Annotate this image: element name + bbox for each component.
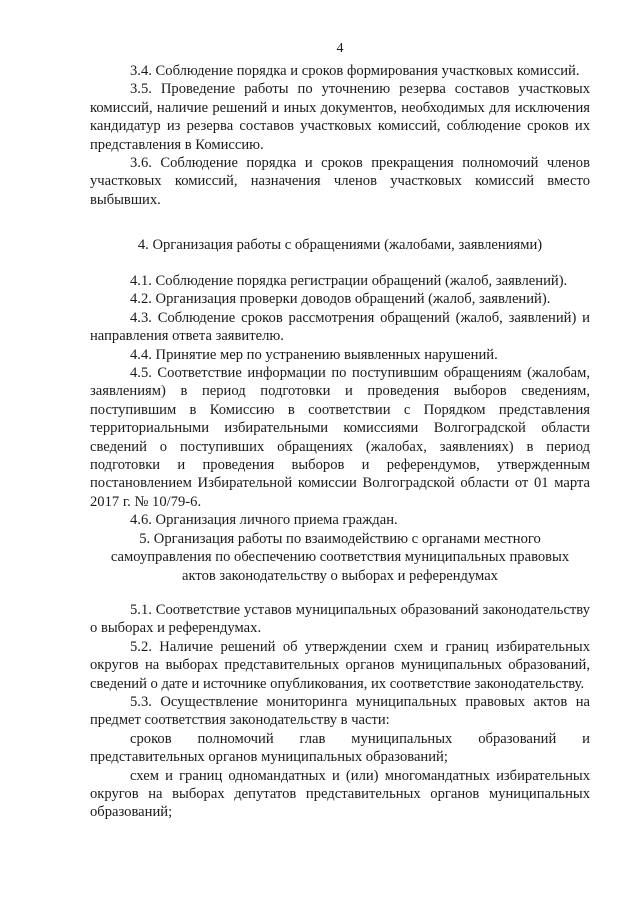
paragraph-5-3: 5.3. Осуществление мониторинга муниципальных правовых актов на предмет соответствия законодательству в части:	[90, 694, 590, 729]
section-5-title-block	[90, 530, 590, 585]
paragraph-5-1: 5.1. Соответствие уставов муниципальных образований законодательству о выборах и референдумах.	[90, 602, 590, 637]
paragraph-3-4: 3.4. Соблюдение порядка и сроков формирования участковых комиссий.	[130, 63, 580, 79]
section-5-title-line-1: 5. Организация работы по взаимодействию с органами местного	[139, 531, 541, 547]
section-4-title-block	[90, 236, 590, 254]
section-5-title-line-2: самоуправления по обеспечению соответствия муниципальных правовых	[110, 549, 570, 566]
paragraph-4-5: 4.5. Соответствие информации по поступившим обращениям (жалобам, заявлениям) в период подготовки и проведения выборов сведениям, поступившим в Комиссию в соответствии с Порядком представления территориальными избирательными комиссиями Волгоградской области сведений о поступивших обращениях (жалобах, заявлениях) в период подготовки и проведения выборов и референдумов, утвержденным постановлением Избирательной комиссии Волгоградской области от 01 марта 2017 г. № 10/79-6.	[90, 365, 590, 510]
page-number: 4	[336, 41, 344, 56]
paragraph-4-4: 4.4. Принятие мер по устранению выявленных нарушений.	[130, 346, 498, 363]
section-4-title: 4. Организация работы с обращениями (жалобами, заявлениями)	[137, 237, 543, 253]
list-item-district-schemes: схем и границ одномандатных и (или) многомандатных избирательных округов на выборах депутатов представительных органов муниципальных образований;	[90, 767, 590, 821]
paragraph-4-6: 4.6. Организация личного приема граждан.	[130, 512, 398, 529]
paragraph-4-3: 4.3. Соблюдение сроков рассмотрения обращений (жалоб, заявлений) и направления ответа заявителю.	[90, 309, 590, 345]
section-5-block	[90, 601, 590, 822]
paragraph-5-2: 5.2. Наличие решений об утверждении схем и границ избирательных округов на выборах представительных органов муниципальных образований, сведений о дате и источнике опубликования, их соответствие законодательству.	[90, 638, 590, 692]
section-4-block	[90, 272, 590, 530]
section-3-block	[90, 62, 590, 209]
list-item-term-of-office: сроков полномочий глав муниципальных образований и представительных органов муниципальных образований;	[90, 730, 590, 766]
paragraph-3-6: 3.6. Соблюдение порядка и сроков прекращения полномочий членов участковых комиссий, назначения членов участковых комиссий вместо выбывших.	[90, 155, 590, 208]
paragraph-4-1: 4.1. Соблюдение порядка регистрации обращений (жалоб, заявлений).	[130, 273, 568, 289]
section-5-title-line-3: актов законодательству о выборах и референдумах	[182, 567, 498, 584]
paragraph-3-5: 3.5. Проведение работы по уточнению резерва составов участковых комиссий, наличие решений и иных документов, необходимых для исключения кандидатур из резерва составов участковых комиссий, соблюдение сроков их представления в Комиссию.	[90, 81, 590, 153]
paragraph-4-2: 4.2. Организация проверки доводов обращений (жалоб, заявлений).	[130, 291, 551, 308]
